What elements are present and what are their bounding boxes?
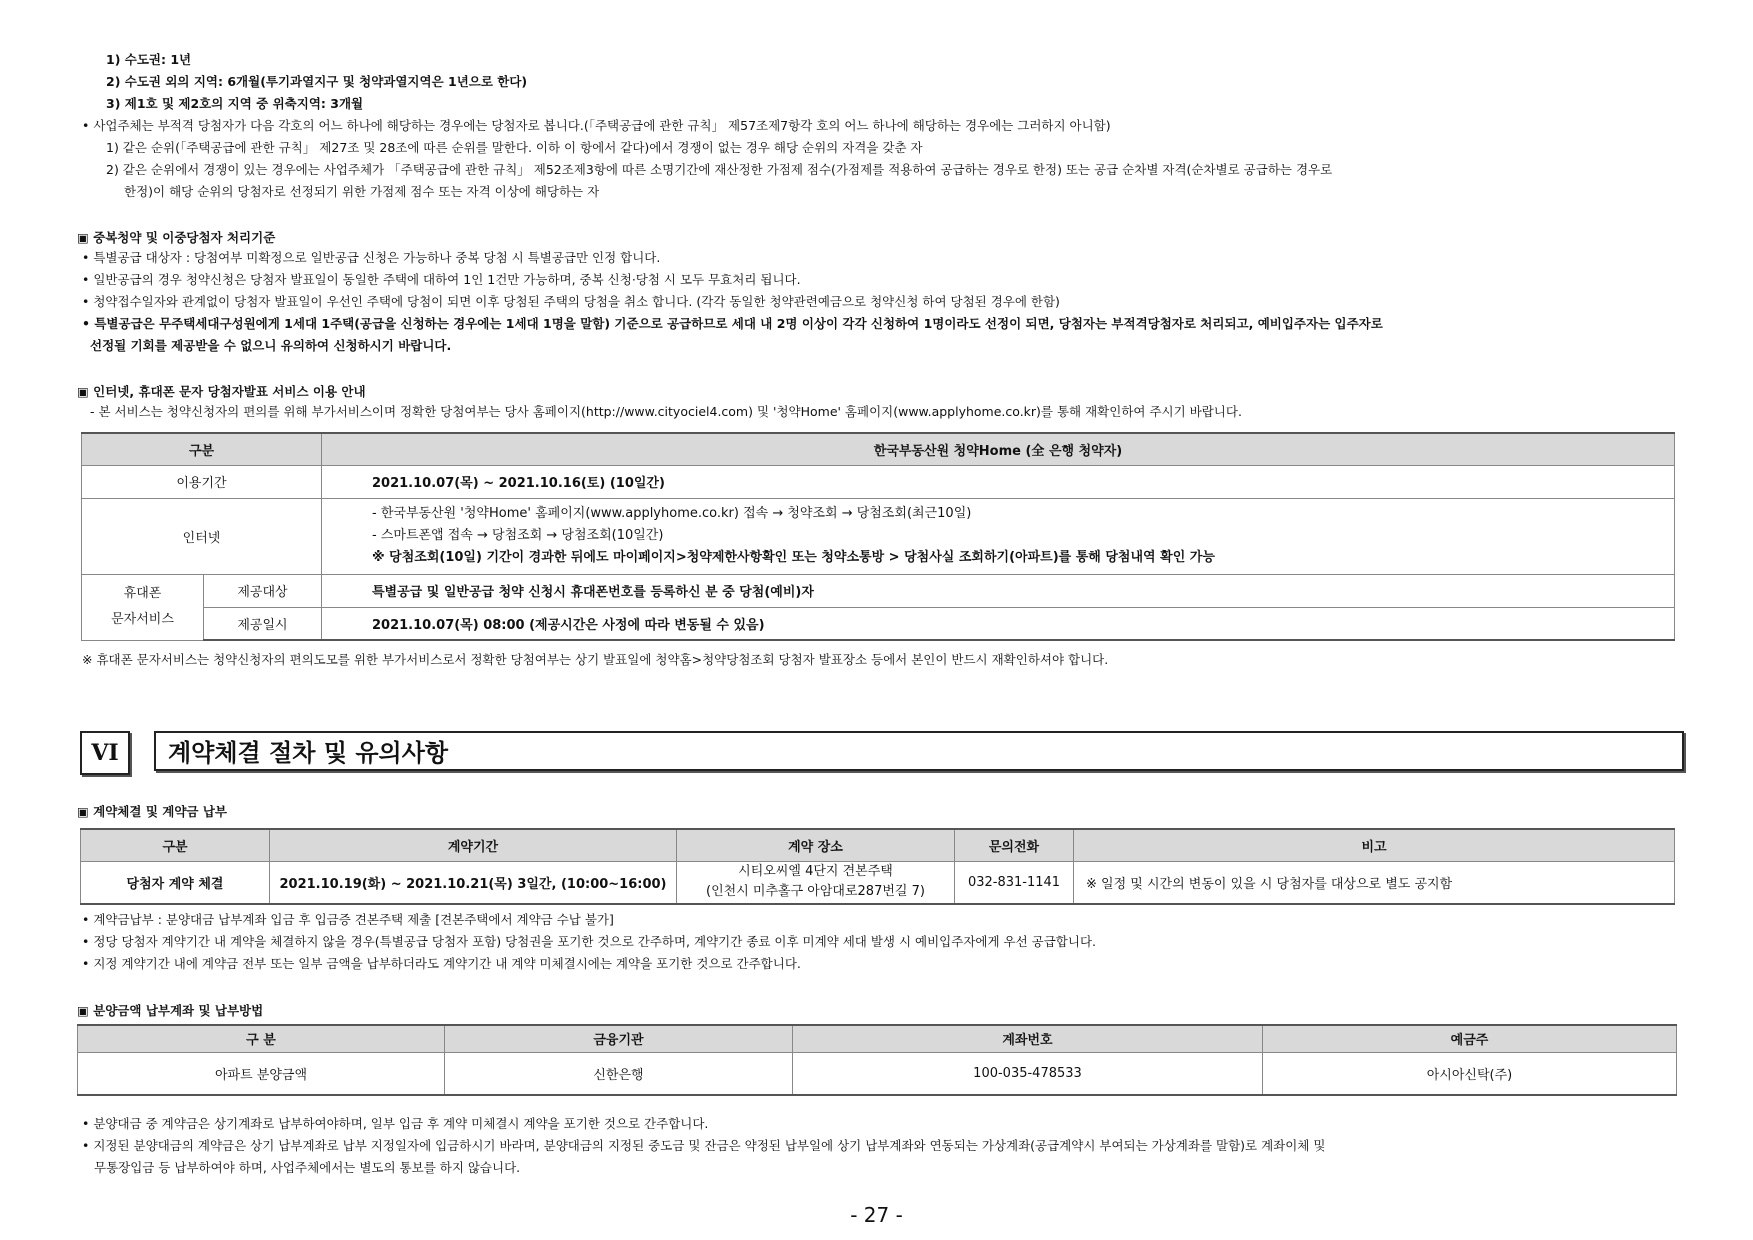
sms-label-line-1: 휴대폰 xyxy=(123,586,162,601)
dup-bullet-2: • 일반공급의 경우 청약신청은 당첨자 발표일이 동일한 주택에 대하여 1인 1건만 가능하며, 중복 신청·당첨 시 모두 무효처리 됩니다. xyxy=(82,272,801,287)
dup-bullet-4b: 선정될 기회를 제공받을 수 없으니 유의하여 신청하시기 바랍니다. xyxy=(90,338,452,353)
row-sms-target-label: 제공대상 xyxy=(204,574,322,607)
payment-header-bank: 금융기관 xyxy=(445,1025,793,1052)
payment-header-type: 구 분 xyxy=(78,1025,445,1052)
payment-row-holder: 아시아신탁(주) xyxy=(1263,1052,1677,1095)
dup-bullet-3: • 청약접수일자와 관계없이 당첨자 발표일이 우선인 주택에 당첨이 되면 이후 당첨된 주택의 당첨을 취소 합니다. (각각 동일한 청약관련예금으로 청약신청 하여 당첨된 경우에 한함) xyxy=(82,294,1060,309)
dup-bullet-4a: • 특별공급은 무주택세대구성원에게 1세대 1주택(공급을 신청하는 경우에는 1세대 1명을 말함) 기준으로 공급하므로 세대 내 2명 이상이 각각 신청하여 1명이라도 선정이 되면, 당첨자는 부적격당첨자로 처리되고, 예비입주자는 입주자로 xyxy=(82,316,1383,331)
payment-bullet-1: • 분양대금 중 계약금은 상기계좌로 납부하여야하며, 일부 입금 후 계약 미체결시 계약을 포기한 것으로 간주합니다. xyxy=(82,1116,709,1131)
internet-line-3: ※ 당첨조회(10일) 기간이 경과한 뒤에도 마이페이지>청약제한사항확인 또는 청약소통방 > 당첨사실 조회하기(아파트)를 통해 당첨내역 확인 가능 xyxy=(372,550,1215,565)
list-item-2: 2) 수도권 외의 지역: 6개월(투기과열지구 및 청약과열지역은 1년으로 한다) xyxy=(106,74,528,89)
sms-section-title: ▣ 인터넷, 휴대폰 문자 당첨자발표 서비스 이용 안내 xyxy=(77,384,366,399)
contract-section-title: ▣ 계약체결 및 계약금 납부 xyxy=(77,804,227,819)
contract-header-place: 계약 장소 xyxy=(677,829,955,861)
sms-service-table xyxy=(81,432,1675,641)
contract-bullet-2: • 정당 당첨자 계약기간 내 계약을 체결하지 않을 경우(특별공급 당첨자 포함) 당첨권을 포기한 것으로 간주하며, 계약기간 종료 이후 미계약 세대 발생 시 예비입주자에게 우선 공급합니다. xyxy=(82,934,1096,949)
table-header-row xyxy=(82,433,1675,465)
contract-row-type: 당첨자 계약 체결 xyxy=(81,861,270,904)
contract-bullet-1: • 계약금납부 : 분양대금 납부계좌 입금 후 입금증 견본주택 제출 [견본주택에서 계약금 수납 불가] xyxy=(82,912,614,927)
row-internet-label: 인터넷 xyxy=(82,498,322,574)
internet-line-1: - 한국부동산원 '청약Home' 홈페이지(www.applyhome.co.kr) 접속 → 청약조회 → 당첨조회(최근10일) xyxy=(372,506,972,521)
chapter-number: VI xyxy=(80,731,130,775)
contract-row-place xyxy=(677,861,955,904)
payment-bullet-2a: • 지정된 분양대금의 계약금은 상기 납부계좌로 납부 지정일자에 입금하시기 바라며, 분양대금의 지정된 중도금 및 잔금은 약정된 납부일에 상기 납부계좌와 연동되는 가상계좌(공급계약시 부여되는 가상계좌를 말함)로 계좌이체 및 xyxy=(82,1138,1326,1153)
payment-header-holder: 예금주 xyxy=(1263,1025,1677,1052)
table-row xyxy=(82,574,1675,607)
contract-header-note: 비고 xyxy=(1074,829,1675,861)
payment-table xyxy=(77,1024,1677,1096)
sms-label-line-2: 문자서비스 xyxy=(111,612,174,627)
chapter-title: 계약체결 절차 및 유의사항 xyxy=(154,731,1684,771)
winner-rule-sub2b: 한정)이 해당 순위의 당첨자로 선정되기 위한 가점제 점수 또는 자격 이상에 해당하는 자 xyxy=(124,184,600,199)
payment-section-title: ▣ 분양금액 납부계좌 및 납부방법 xyxy=(77,1003,264,1018)
payment-header-account: 계좌번호 xyxy=(793,1025,1263,1052)
contract-table xyxy=(80,828,1675,905)
page-number: - 27 - xyxy=(850,1203,903,1227)
place-line-1: 시티오씨엘 4단지 견본주택 xyxy=(738,864,893,880)
sms-section-note: ※ 휴대폰 문자서비스는 청약신청자의 편의도모를 위한 부가서비스로서 정확한 당첨여부는 상기 발표일에 청약홈>청약당첨조회 당첨자 발표장소 등에서 본인이 반드시 재확인하셔야 합니다. xyxy=(82,652,1109,667)
dup-bullet-1: • 특별공급 대상자 : 당첨여부 미확정으로 일반공급 신청은 가능하나 중복 당첨 시 특별공급만 인정 합니다. xyxy=(82,250,661,265)
winner-rule-sub1: 1) 같은 순위(「주택공급에 관한 규칙」 제27조 및 28조에 따른 순위를 말한다. 이하 이 항에서 같다)에서 경쟁이 없는 경우 해당 순위의 자격을 갖춘 자 xyxy=(106,140,923,155)
payment-row-bank: 신한은행 xyxy=(445,1052,793,1095)
winner-rule-bullet: • 사업주체는 부적격 당첨자가 다음 각호의 어느 하나에 해당하는 경우에는 당첨자로 봅니다.(「주택공급에 관한 규칙」 제57조제7항각 호의 어느 하나에 해당하는 경우에는 그러하지 아니함) xyxy=(82,118,1111,133)
row-sms-target-value: 특별공급 및 일반공급 청약 신청시 휴대폰번호를 등록하신 분 중 당첨(예비)자 xyxy=(322,574,1675,607)
contract-row-note: ※ 일정 및 시간의 변동이 있을 시 당첨자를 대상으로 별도 공지함 xyxy=(1074,861,1675,904)
list-item-1: 1) 수도권: 1년 xyxy=(106,52,192,67)
internet-line-2: - 스마트폰앱 접속 → 당첨조회 → 당첨조회(10일간) xyxy=(372,528,664,543)
contract-row-period: 2021.10.19(화) ~ 2021.10.21(목) 3일간, (10:00~16:00) xyxy=(270,861,677,904)
header-applyhome: 한국부동산원 청약Home (全 은행 청약자) xyxy=(322,433,1675,465)
table-header-row xyxy=(78,1025,1677,1052)
table-row xyxy=(78,1052,1677,1095)
row-internet-value xyxy=(322,498,1675,574)
table-row xyxy=(82,465,1675,498)
place-line-2: (인천시 미추홀구 아암대로287번길 7) xyxy=(706,884,925,900)
row-sms-time-label: 제공일시 xyxy=(204,607,322,640)
payment-row-type: 아파트 분양금액 xyxy=(78,1052,445,1095)
table-header-row xyxy=(81,829,1675,861)
payment-row-account: 100-035-478533 xyxy=(793,1052,1263,1095)
winner-rule-sub2a: 2) 같은 순위에서 경쟁이 있는 경우에는 사업주체가 「주택공급에 관한 규칙」 제52조제3항에 따른 소명기간에 재산정한 가점제 점수(가점제를 적용하여 공급하는 경우로 한정) 또는 공급 순차별 자격(순차별로 공급하는 경우로 xyxy=(106,162,1333,177)
header-category: 구분 xyxy=(82,433,322,465)
table-row xyxy=(81,861,1675,904)
contract-header-type: 구분 xyxy=(81,829,270,861)
table-row xyxy=(82,607,1675,640)
contract-header-phone: 문의전화 xyxy=(955,829,1074,861)
row-period-label: 이용기간 xyxy=(82,465,322,498)
table-row xyxy=(82,498,1675,574)
row-period-value: 2021.10.07(목) ~ 2021.10.16(토) (10일간) xyxy=(322,465,1675,498)
row-sms-label xyxy=(82,574,204,640)
contract-header-period: 계약기간 xyxy=(270,829,677,861)
contract-row-phone: 032-831-1141 xyxy=(955,861,1074,904)
contract-bullet-3: • 지정 계약기간 내에 계약금 전부 또는 일부 금액을 납부하더라도 계약기간 내 계약 미체결시에는 계약을 포기한 것으로 간주합니다. xyxy=(82,956,801,971)
sms-section-desc: - 본 서비스는 청약신청자의 편의를 위해 부가서비스이며 정확한 당첨여부는 당사 홈페이지(http://www.cityociel4.com) 및 '청약Home' 홈페이지(www.applyhome.co.kr)를 통해 재확인하여 주시기 바랍니다. xyxy=(90,404,1242,419)
payment-bullet-2b: 무통장입금 등 납부하여야 하며, 사업주체에서는 별도의 통보를 하지 않습니다. xyxy=(94,1160,521,1175)
list-item-3: 3) 제1호 및 제2호의 지역 중 위축지역: 3개월 xyxy=(106,96,364,111)
row-sms-time-value: 2021.10.07(목) 08:00 (제공시간은 사정에 따라 변동될 수 있음) xyxy=(322,607,1675,640)
dup-section-title: ▣ 중복청약 및 이중당첨자 처리기준 xyxy=(77,230,276,245)
